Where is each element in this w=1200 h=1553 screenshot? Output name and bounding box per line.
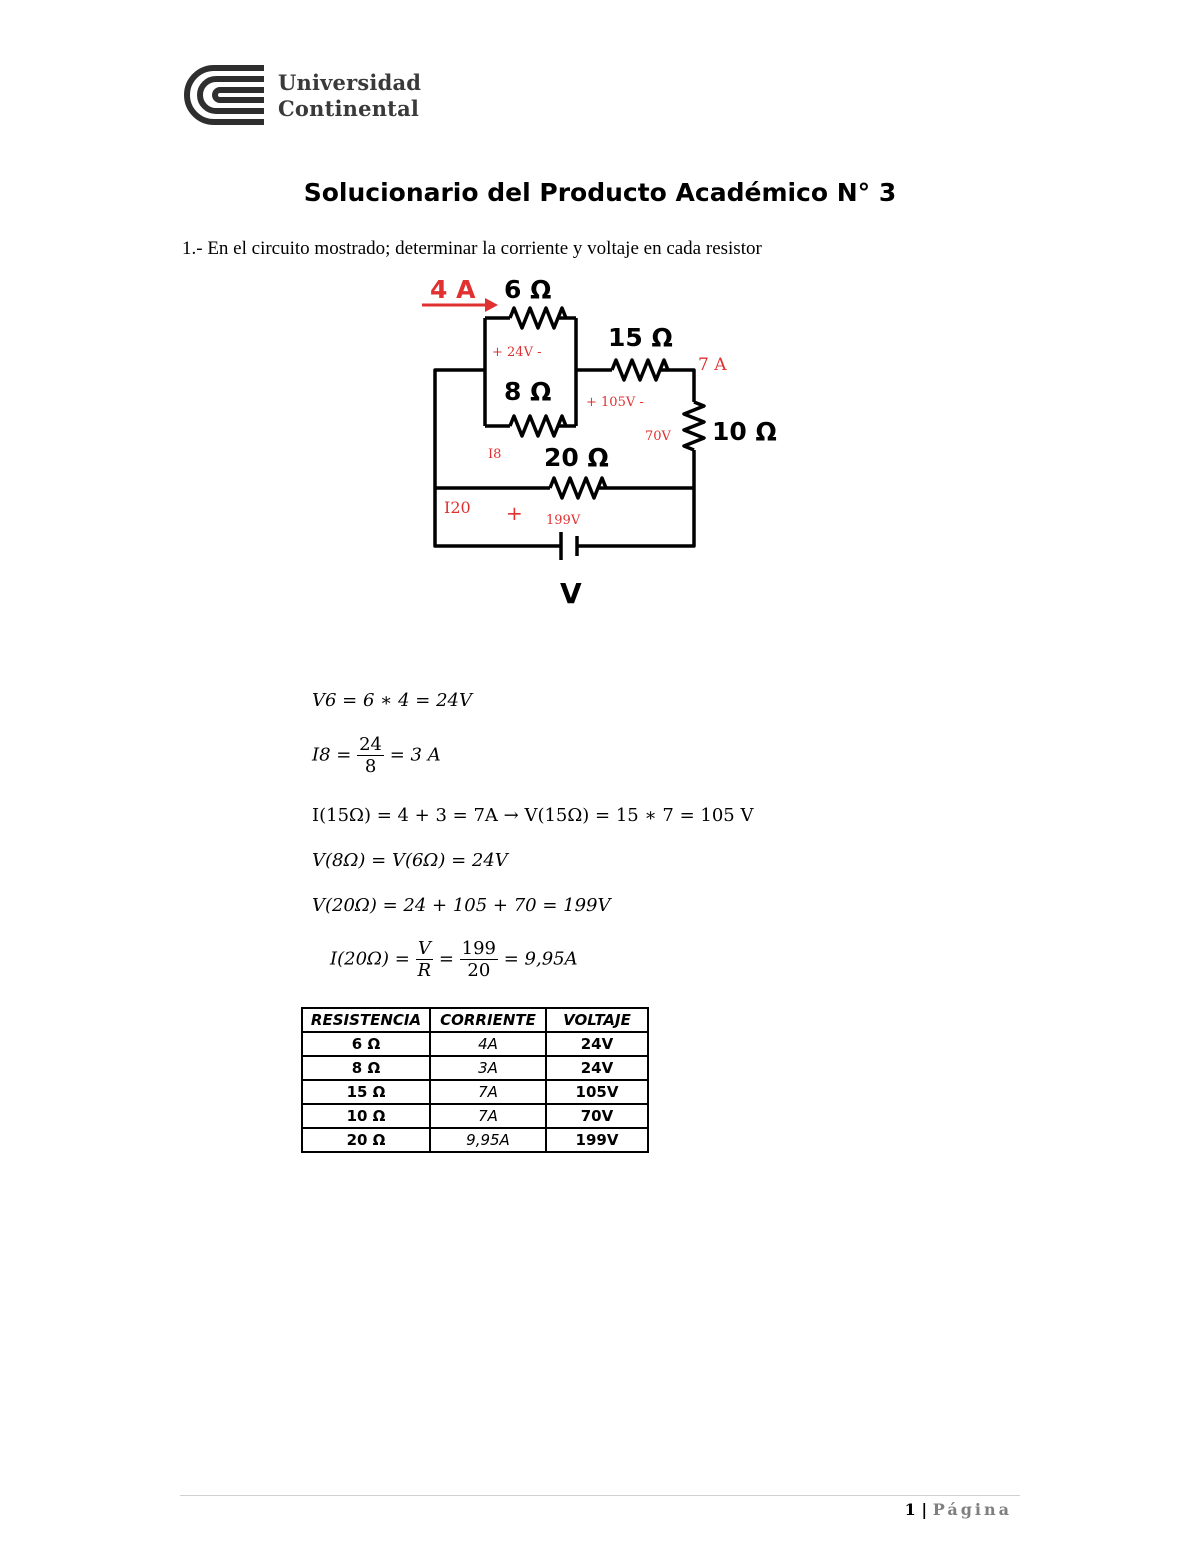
label-r15: 15 Ω bbox=[608, 323, 673, 352]
table-row bbox=[302, 1032, 648, 1056]
cell-resistance: 6 Ω bbox=[302, 1032, 430, 1056]
annotation-v6: + 24V - bbox=[492, 345, 542, 360]
annotation-i8: I8 bbox=[488, 447, 502, 462]
equation-i15: I(15Ω) = 4 + 3 = 7A → V(15Ω) = 15 ∗ 7 = 105 V bbox=[312, 805, 754, 826]
question-text: 1.- En el circuito mostrado; determinar la corriente y voltaje en cada resistor bbox=[182, 238, 762, 259]
results-table bbox=[301, 1007, 649, 1153]
cell-current: 7A bbox=[430, 1104, 546, 1128]
university-logo bbox=[180, 62, 422, 128]
page-label: Página bbox=[932, 1500, 1012, 1519]
cell-resistance: 8 Ω bbox=[302, 1056, 430, 1080]
resistor-20 bbox=[550, 478, 606, 498]
table-header-row bbox=[302, 1008, 648, 1032]
label-battery: V bbox=[560, 577, 582, 610]
label-r6: 6 Ω bbox=[504, 275, 552, 304]
resistor-15 bbox=[612, 360, 668, 380]
equation-i20: I(20Ω) = $\frac{V}{R}$ = $\frac{199}{20}$ = 9,95A bbox=[330, 938, 578, 981]
annotation-v15: + 105V - bbox=[586, 395, 644, 410]
annotation-v20: 199V bbox=[546, 513, 581, 528]
label-r10: 10 Ω bbox=[712, 417, 777, 446]
circuit-diagram bbox=[400, 268, 800, 613]
cell-current: 3A bbox=[430, 1056, 546, 1080]
cell-voltage: 70V bbox=[546, 1104, 648, 1128]
equation-v6: V6 = 6 ∗ 4 = 24V bbox=[312, 690, 472, 711]
logo-line-1: Universidad bbox=[278, 70, 422, 95]
annotation-i15: 7 A bbox=[698, 355, 727, 375]
page-footer bbox=[905, 1500, 1012, 1519]
cell-voltage: 199V bbox=[546, 1128, 648, 1152]
cell-voltage: 24V bbox=[546, 1032, 648, 1056]
annotation-plus: + bbox=[506, 501, 523, 525]
header-resistencia: RESISTENCIA bbox=[302, 1008, 430, 1032]
cell-voltage: 105V bbox=[546, 1080, 648, 1104]
cell-voltage: 24V bbox=[546, 1056, 648, 1080]
header-corriente: CORRIENTE bbox=[430, 1008, 546, 1032]
resistor-8 bbox=[510, 416, 566, 436]
page-title: Solucionario del Producto Académico N° 3 bbox=[303, 178, 897, 207]
header-voltaje: VOLTAJE bbox=[546, 1008, 648, 1032]
table-row bbox=[302, 1056, 648, 1080]
cell-resistance: 20 Ω bbox=[302, 1128, 430, 1152]
label-r8: 8 Ω bbox=[504, 377, 552, 406]
source-current-label: 4 A bbox=[430, 275, 476, 304]
universidad-continental-logo-icon bbox=[180, 62, 272, 128]
cell-current: 4A bbox=[430, 1032, 546, 1056]
equation-v20: V(20Ω) = 24 + 105 + 70 = 199V bbox=[312, 895, 611, 916]
equation-i8: I8 = $\frac{24}{8}$ = 3 A bbox=[312, 734, 441, 777]
battery-icon bbox=[561, 532, 577, 560]
resistor-6 bbox=[510, 308, 566, 328]
logo-line-2: Continental bbox=[278, 96, 420, 121]
table-row bbox=[302, 1104, 648, 1128]
footer-divider bbox=[180, 1495, 1020, 1496]
resistor-10 bbox=[684, 402, 704, 450]
label-r20: 20 Ω bbox=[544, 443, 609, 472]
table-row bbox=[302, 1128, 648, 1152]
annotation-v10: 70V bbox=[645, 429, 671, 444]
cell-current: 9,95A bbox=[430, 1128, 546, 1152]
footer-separator: | bbox=[921, 1500, 928, 1519]
annotation-i20: I20 bbox=[444, 498, 471, 517]
cell-current: 7A bbox=[430, 1080, 546, 1104]
cell-resistance: 15 Ω bbox=[302, 1080, 430, 1104]
table-row bbox=[302, 1080, 648, 1104]
cell-resistance: 10 Ω bbox=[302, 1104, 430, 1128]
page-number: 1 bbox=[904, 1500, 916, 1519]
equation-v8: V(8Ω) = V(6Ω) = 24V bbox=[312, 850, 508, 871]
